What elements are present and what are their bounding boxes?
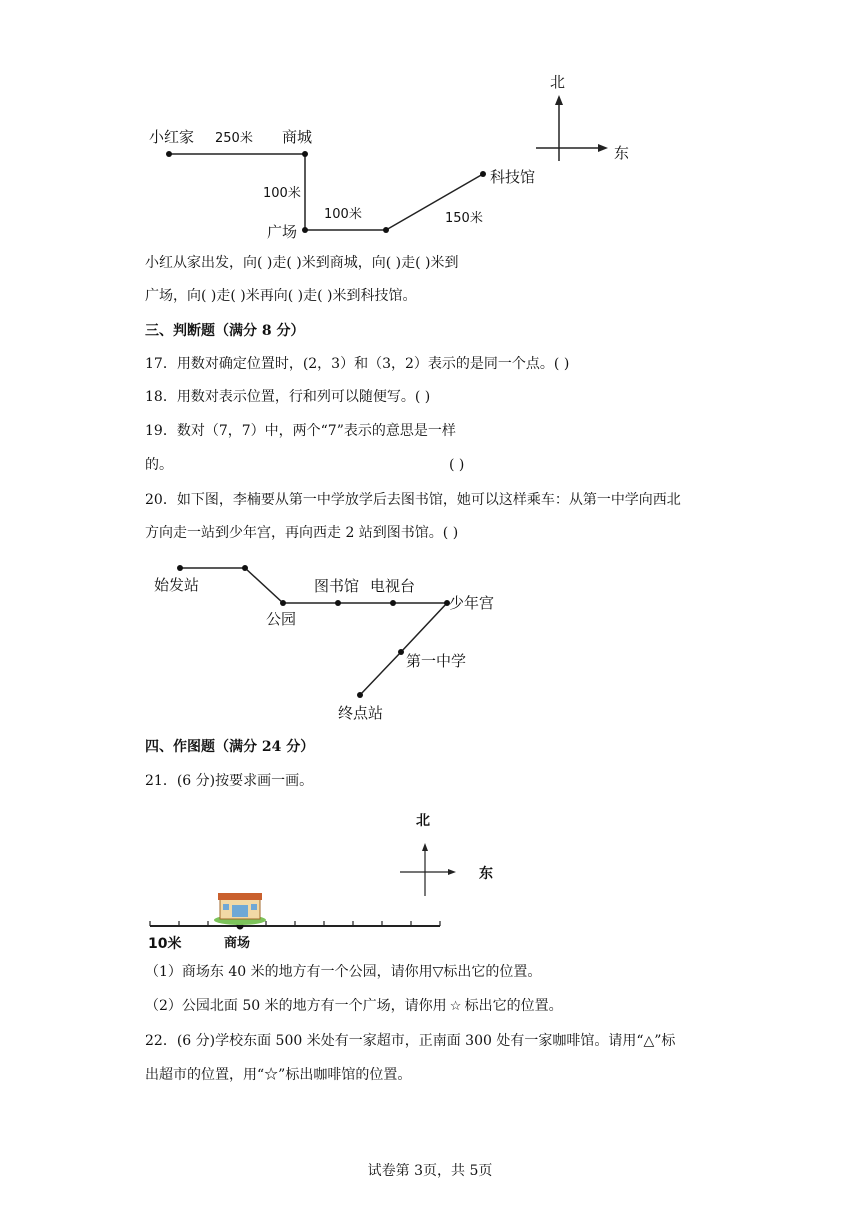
- stop-library: [335, 600, 341, 606]
- stop-start: [177, 565, 183, 571]
- question-21-item-2: [145, 996, 563, 1017]
- item-2-text-after: 标出它的位置。: [464, 998, 563, 1014]
- scale-label: 10米: [148, 936, 182, 952]
- q16-line-1: 小红从家出发，向( )走( )米到商城，向( )走( )米到: [145, 255, 459, 271]
- question-21-item-1: （1）商场东 40 米的地方有一个公园，请你用▽标出它的位置。: [145, 964, 542, 980]
- question-22-line-2: 出超市的位置，用“☆”标出咖啡馆的位置。: [145, 1067, 412, 1083]
- stop-park: [280, 600, 286, 606]
- point-turn: [383, 227, 389, 233]
- stop-first-school: [398, 649, 404, 655]
- stop-end: [357, 692, 363, 698]
- mall-building-icon: [214, 893, 266, 925]
- question-19-answer-paren: ( ): [449, 457, 465, 473]
- compass-east-arrow-icon: [598, 144, 608, 152]
- question-20-line-1: 20．如下图，李楠要从第一中学放学后去图书馆，她可以这样乘车：从第一中学向西北: [145, 492, 681, 508]
- stop-tv: [390, 600, 396, 606]
- distance-home-mall: 250米: [215, 131, 253, 146]
- question-22-line-1: 22．(6 分)学校东面 500 米处有一家超市，正南面 300 处有一家咖啡馆。请用“△”标: [145, 1033, 676, 1049]
- label-mall: 商城: [282, 128, 313, 146]
- bus-route-map: [0, 555, 860, 725]
- label-home: 小红家: [149, 128, 195, 146]
- compass-east-label: 东: [614, 144, 630, 162]
- compass-north-arrow-icon: [555, 95, 563, 105]
- label-tv-station: 电视台: [370, 577, 416, 595]
- label-youth-palace: 少年宫: [449, 594, 495, 612]
- question-19-line-1: 19．数对（7，7）中，两个“7”表示的意思是一样: [145, 423, 456, 439]
- label-end-station: 终点站: [338, 704, 384, 722]
- compass-north-label: 北: [416, 813, 430, 829]
- point-mall: [302, 151, 308, 157]
- label-square: 广场: [267, 223, 298, 241]
- mall-label: 商场: [224, 936, 251, 951]
- point-museum: [480, 171, 486, 177]
- label-first-school: 第一中学: [406, 652, 467, 670]
- stop-turn: [242, 565, 248, 571]
- route-map-1: [0, 0, 860, 250]
- compass-north-label: 北: [550, 73, 566, 91]
- question-19-line-2: 的。: [145, 457, 173, 473]
- section-4-title: 四、作图题（满分 24 分）: [145, 739, 315, 755]
- label-park: 公园: [266, 610, 297, 628]
- drawing-map: [0, 800, 860, 960]
- compass-east-arrow-icon: [448, 869, 456, 875]
- compass-north-arrow-icon: [422, 843, 428, 851]
- point-square: [302, 227, 308, 233]
- point-home: [166, 151, 172, 157]
- question-18: 18．用数对表示位置，行和列可以随便写。( ): [145, 389, 431, 405]
- label-museum: 科技馆: [490, 168, 536, 186]
- flag-star-icon: ☆: [449, 999, 462, 1014]
- q16-line-2: 广场，向( )走( )米再向( )走( )米到科技馆。: [145, 288, 417, 304]
- compass-east-label: 东: [479, 866, 493, 882]
- label-library: 图书馆: [314, 577, 360, 595]
- page-footer: 试卷第 3页，共 5页: [367, 1163, 493, 1179]
- distance-mall-square: 100米: [263, 186, 301, 201]
- section-3-title: 三、判断题（满分 8 分）: [145, 323, 305, 339]
- distance-to-museum: 150米: [445, 211, 483, 226]
- label-start-station: 始发站: [154, 576, 200, 594]
- question-21-intro: 21．(6 分)按要求画一画。: [145, 773, 314, 789]
- question-20-line-2: 方向走一站到少年宫，再向西走 2 站到图书馆。( ): [145, 525, 459, 541]
- distance-square-east: 100米: [324, 207, 362, 222]
- question-17: 17．用数对确定位置时，(2，3）和（3，2）表示的是同一个点。( ): [145, 356, 570, 372]
- item-2-text-before: （2）公园北面 50 米的地方有一个广场，请你用: [145, 998, 447, 1014]
